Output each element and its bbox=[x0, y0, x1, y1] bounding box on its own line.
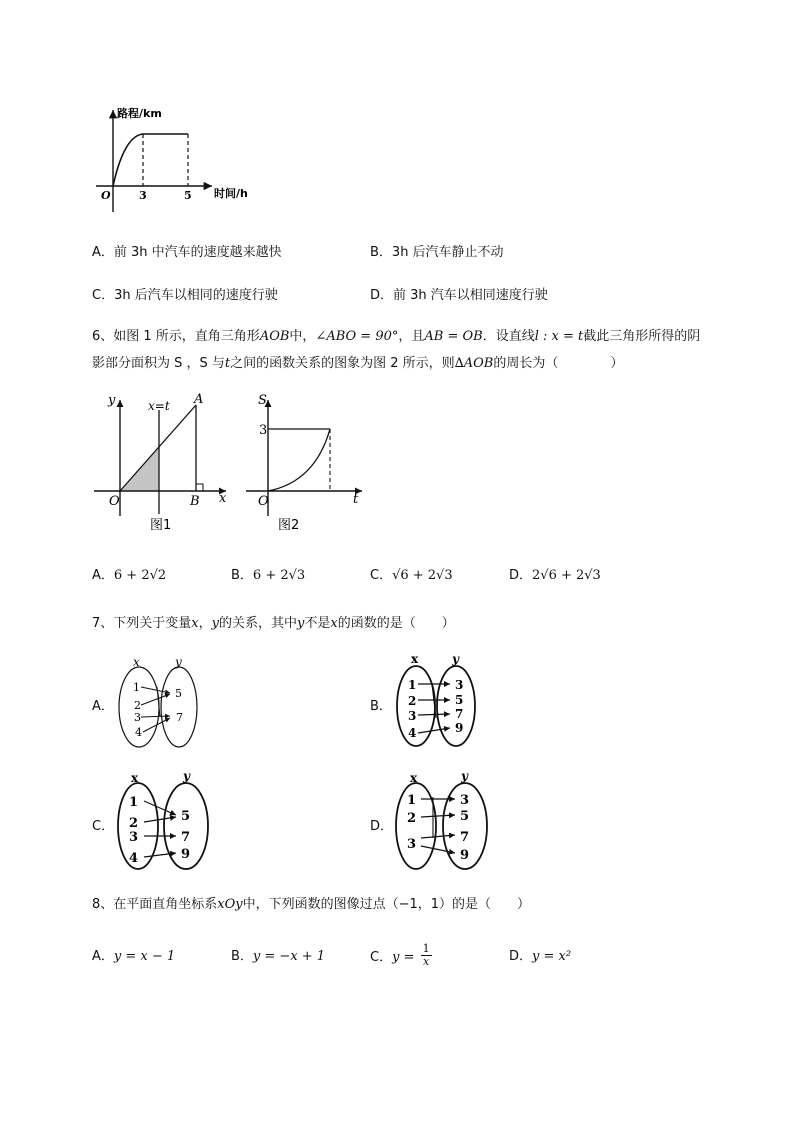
q8-text: 中，下列函数的图像过点（−1，1）的是（ ） bbox=[242, 897, 531, 912]
q7-a-left-2: 2 bbox=[134, 699, 141, 712]
q8-option-c-label: C． bbox=[370, 950, 393, 965]
q6-text: ，且 bbox=[398, 329, 425, 344]
q7-b-left-2: 2 bbox=[408, 694, 417, 708]
q7-b-right-7: 7 bbox=[455, 707, 464, 721]
q7-d-left-3: 3 bbox=[407, 837, 417, 852]
q7-c-y-label: y bbox=[183, 769, 190, 783]
q7-d-arrow bbox=[421, 815, 455, 817]
q5-tick-5: 5 bbox=[184, 189, 192, 202]
q7-d-x-label: x bbox=[410, 771, 418, 785]
q7-a-left-3: 3 bbox=[134, 711, 141, 724]
q7-c-right-9: 9 bbox=[181, 847, 191, 862]
q7-var-y: y bbox=[297, 616, 305, 631]
q6-option-d-value: 2√6 + 2√3 bbox=[532, 568, 601, 583]
q8-option-d[interactable] bbox=[509, 945, 571, 964]
q7-c-left-3: 3 bbox=[129, 830, 139, 845]
q7-text: 7、下列关于变量 bbox=[92, 616, 192, 631]
q6-equality: AB = OB bbox=[424, 329, 483, 344]
q5-tick-3: 3 bbox=[139, 189, 147, 202]
q5-y-label: 路程/km bbox=[117, 107, 162, 120]
q7-text: 的关系，其中 bbox=[219, 616, 298, 631]
q6-fig2-t-label: t bbox=[353, 492, 359, 507]
q7-option-d-label[interactable]: D． bbox=[370, 819, 394, 834]
q6-fig2-value-3: 3 bbox=[259, 423, 268, 438]
q8-option-d-value: y = x² bbox=[532, 949, 572, 964]
q6-fig1-line-label: x=t bbox=[148, 399, 170, 413]
q8-option-c-lhs: y = bbox=[392, 950, 415, 965]
q7-option-b-label[interactable]: B． bbox=[370, 699, 392, 714]
q6-text: 的周长为（ ） bbox=[493, 356, 624, 371]
q6-fig1-y-label: y bbox=[108, 393, 116, 408]
q6-fig1-a-label: A bbox=[194, 392, 204, 407]
q7-b-y-label: y bbox=[452, 652, 459, 666]
q8-question bbox=[92, 893, 530, 912]
q6-option-b-label: B． bbox=[231, 568, 253, 583]
q7-b-left-3: 3 bbox=[408, 709, 417, 723]
q6-var-t: t bbox=[224, 356, 231, 371]
q8-text: 8、在平面直角坐标系 bbox=[92, 897, 218, 912]
q7-a-right-5: 5 bbox=[175, 687, 182, 700]
q5-option-a[interactable]: A．前 3h 中汽车的速度越来越快 bbox=[92, 245, 282, 260]
q7-var-x: x bbox=[191, 616, 199, 631]
q5-option-c[interactable]: C．3h 后汽车以相同的速度行驶 bbox=[92, 288, 278, 303]
q7-b-right-5: 5 bbox=[455, 693, 464, 707]
q7-a-left-4: 4 bbox=[135, 726, 142, 739]
q7-c-x-label: x bbox=[131, 771, 139, 785]
q7-a-x-label: x bbox=[133, 655, 140, 669]
q7-text: 的函数的是（ ） bbox=[337, 616, 455, 631]
q6-text: ．设直线 bbox=[482, 329, 535, 344]
q7-a-left-1: 1 bbox=[133, 681, 140, 694]
q6-text: 影部分面积为 S ，S 与 bbox=[92, 356, 225, 371]
q7-d-left-1: 1 bbox=[407, 793, 417, 808]
q7-a-y-label: y bbox=[175, 655, 182, 669]
q5-origin: O bbox=[101, 189, 111, 202]
q6-option-d-label: D． bbox=[509, 568, 533, 583]
q7-d-y-label: y bbox=[461, 769, 468, 783]
q7-a-right-7: 7 bbox=[176, 711, 183, 724]
q8-option-c[interactable] bbox=[370, 942, 432, 970]
q8-xoy: xOy bbox=[217, 897, 243, 912]
q7-text: 不是 bbox=[304, 616, 331, 631]
q8-option-a-value: y = x − 1 bbox=[113, 949, 176, 964]
q6-text: 中， bbox=[289, 329, 316, 344]
q6-text: 之间的函数关系的图象为图 2 所示，则 bbox=[230, 356, 455, 371]
q7-var-y: y bbox=[211, 616, 219, 631]
q8-option-a-label: A． bbox=[92, 949, 114, 964]
q6-option-a-label: A． bbox=[92, 568, 114, 583]
q7-b-right-9: 9 bbox=[455, 721, 464, 735]
q8-option-d-label: D． bbox=[509, 949, 533, 964]
q8-option-b-value: y = −x + 1 bbox=[252, 949, 326, 964]
q5-option-b[interactable]: B．3h 后汽车静止不动 bbox=[370, 245, 504, 260]
q7-d-arrow bbox=[421, 846, 455, 853]
q6-fig1-caption: 图1 bbox=[150, 518, 172, 533]
q8-option-c-numerator: 1 bbox=[422, 942, 430, 955]
q6-option-a-value: 6 + 2√2 bbox=[113, 568, 167, 583]
q6-fig1-x-label: x bbox=[219, 491, 227, 506]
q6-option-b-value: 6 + 2√3 bbox=[252, 568, 306, 583]
q7-c-left-4: 4 bbox=[129, 851, 139, 866]
q6-fig2-o-label: O bbox=[258, 494, 269, 509]
q8-option-b-label: B． bbox=[231, 949, 253, 964]
q7-d-right-5: 5 bbox=[460, 809, 470, 824]
q6-option-c-label: C． bbox=[370, 568, 393, 583]
q6-text: 6、如图 1 所示，直角三角形 bbox=[92, 329, 260, 344]
q7-text: ， bbox=[198, 616, 212, 631]
q7-b-x-label: x bbox=[411, 652, 419, 666]
q5-x-label: 时间/h bbox=[214, 187, 248, 200]
q6-fig2-s-label: S bbox=[258, 393, 267, 408]
q7-d-left-2: 2 bbox=[407, 811, 417, 826]
q8-option-a[interactable] bbox=[92, 945, 175, 964]
q6-line-l: l : x = t bbox=[534, 329, 584, 344]
q7-b-left-4: 4 bbox=[408, 726, 417, 740]
q7-option-a-label[interactable]: A． bbox=[92, 699, 114, 714]
q6-fig2-caption: 图2 bbox=[278, 518, 300, 533]
q8-option-c-fraction bbox=[421, 943, 432, 968]
q6-text: 截此三角形所得的阴 bbox=[583, 329, 701, 344]
q5-option-d[interactable]: D．前 3h 汽车以相同速度行驶 bbox=[370, 288, 548, 303]
q7-d-right-7: 7 bbox=[460, 830, 470, 845]
q6-angle: ∠ABO = 90° bbox=[315, 329, 399, 344]
q7-c-right-5: 5 bbox=[181, 809, 191, 824]
q6-option-c-value: √6 + 2√3 bbox=[392, 568, 453, 583]
q7-d-right-3: 3 bbox=[460, 793, 470, 808]
q8-option-b[interactable] bbox=[231, 945, 325, 964]
q8-option-c-denominator: x bbox=[422, 955, 430, 968]
q6-fig1-o-label: O bbox=[109, 494, 120, 509]
q7-b-left-1: 1 bbox=[408, 678, 417, 692]
q7-d-arrow bbox=[421, 835, 455, 838]
q7-var-x: x bbox=[330, 616, 338, 631]
q6-triangle-name: AOB bbox=[259, 329, 290, 344]
q7-c-left-1: 1 bbox=[129, 795, 139, 810]
q7-option-c-label[interactable]: C． bbox=[92, 819, 115, 834]
q6-triangle: ∆AOB bbox=[454, 356, 494, 371]
q7-d-right-9: 9 bbox=[460, 848, 470, 863]
q7-c-right-7: 7 bbox=[181, 830, 191, 845]
q6-fig1-b-label: B bbox=[190, 494, 200, 509]
q7-c-left-2: 2 bbox=[129, 816, 139, 831]
q7-b-right-3: 3 bbox=[455, 678, 464, 692]
